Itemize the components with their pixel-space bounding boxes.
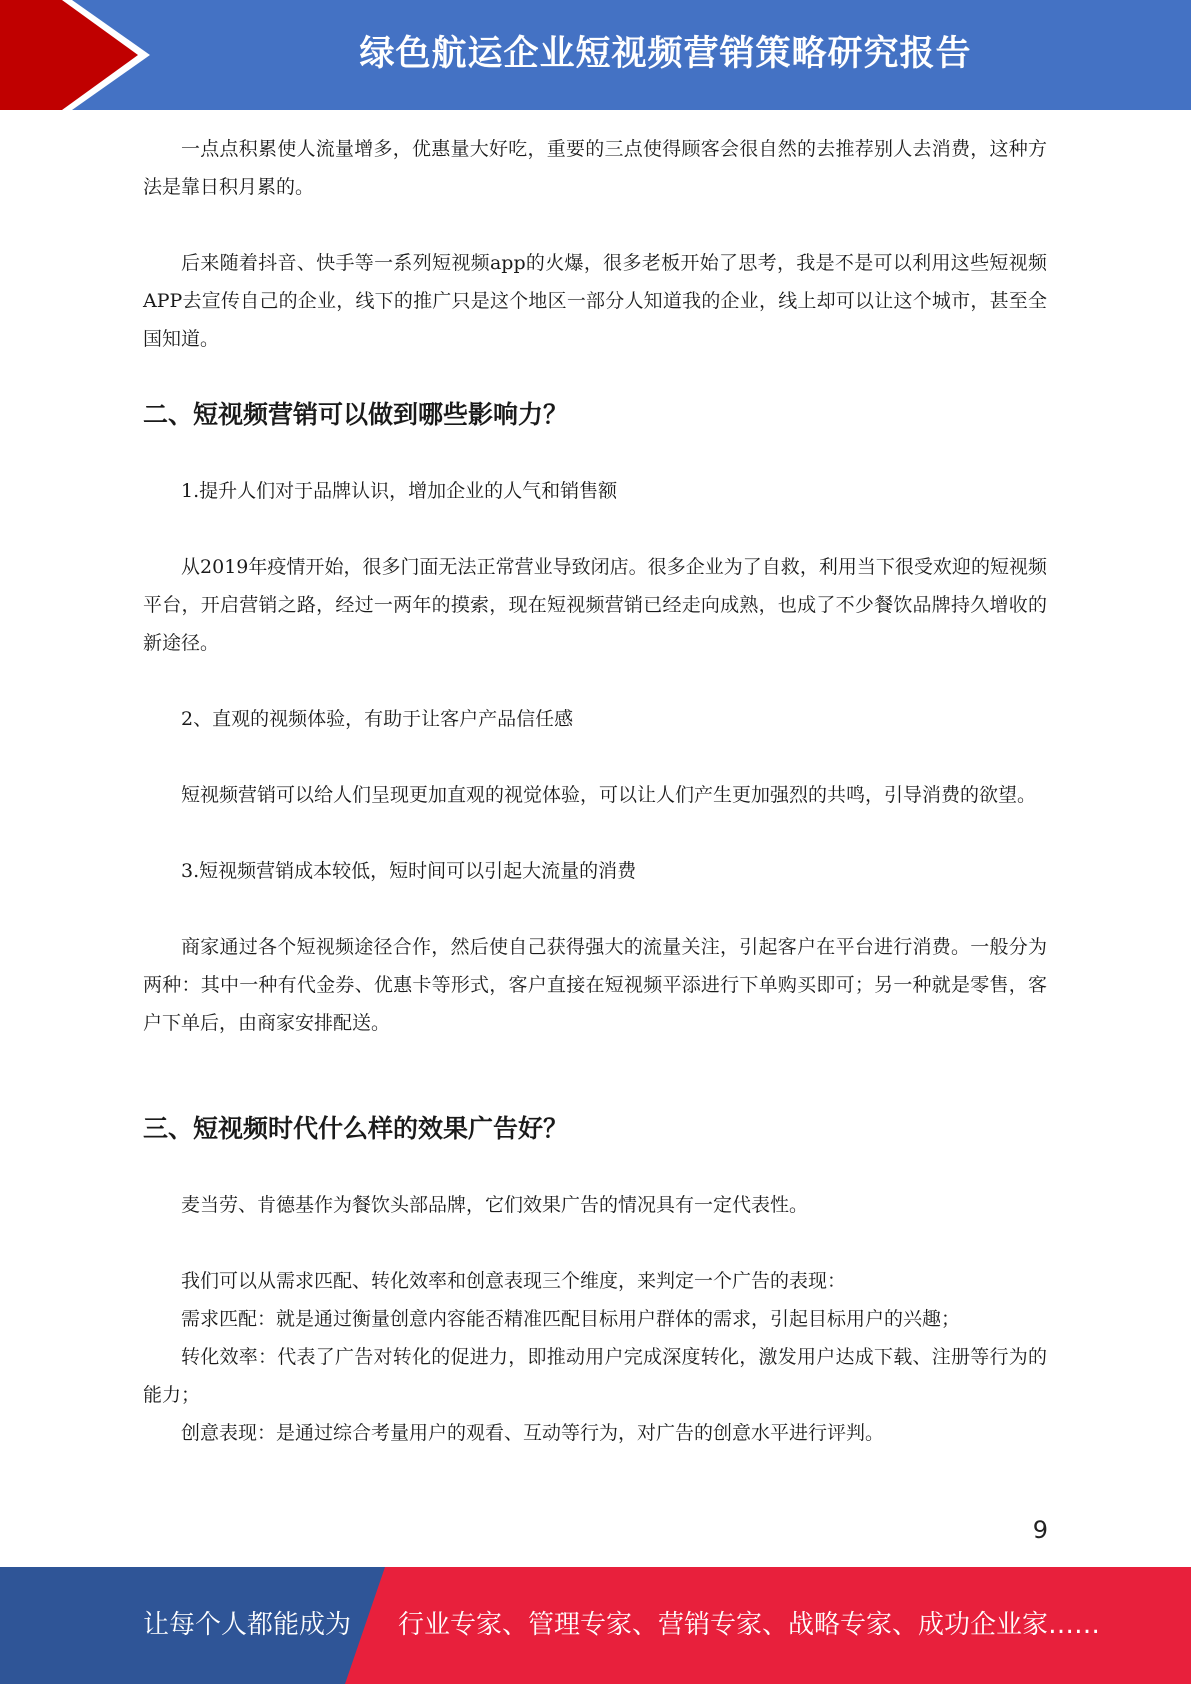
red-chevron-decoration (0, 0, 160, 110)
section-heading-influence: 二、短视频营销可以做到哪些影响力？ (143, 400, 569, 429)
paragraph-mcdonalds-kfc: 麦当劳、肯德基作为餐饮头部品牌，它们效果广告的情况具有一定代表性。 (181, 1194, 809, 1216)
paragraph-creative-performance: 创意表现：是通过综合考量用户的观看、互动等行为，对广告的创意水平进行评判。 (181, 1422, 885, 1444)
list-item-low-cost: 3.短视频营销成本较低，短时间可以引起大流量的消费 (181, 860, 637, 882)
paragraph-demand-matching: 需求匹配：就是通过衡量创意内容能否精准匹配目标用户群体的需求，引起目标用户的兴趣； (181, 1308, 961, 1330)
list-item-brand-awareness: 1.提升人们对于品牌认识，增加企业的人气和销售额 (181, 480, 618, 502)
page-content (143, 130, 1047, 1452)
paragraph-accumulation: 一点点积累使人流量增多，优惠量大好吃，重要的三点使得顾客会很自然的去推荐别人去消费，这种方法是靠日积月累的。 (143, 138, 1047, 198)
page-number: 9 (1032, 1516, 1048, 1544)
list-item-video-experience: 2、直观的视频体验，有助于让客户产品信任感 (181, 708, 574, 730)
report-title: 绿色航运企业短视频营销策略研究报告 (359, 34, 972, 74)
footer-slogan-left: 让每个人都能成为 (143, 1610, 352, 1640)
paragraph-conversion-efficiency: 转化效率：代表了广告对转化的促进力，即推动用户完成深度转化，激发用户达成下载、注册等行为的能力； (143, 1346, 1047, 1406)
footer-slogan-right: 行业专家、管理专家、营销专家、战略专家、成功企业家…… (398, 1610, 1101, 1640)
paragraph-short-video-apps: 后来随着抖音、快手等一系列短视频app的火爆，很多老板开始了思考，我是不是可以利用这些短视频APP去宣传自己的企业，线下的推广只是这个地区一部分人知道我的企业，线上却可以让这个城市，甚至全国知道。 (143, 252, 1047, 350)
section-heading-effect-ads: 三、短视频时代什么样的效果广告好？ (143, 1114, 569, 1143)
page-header (0, 0, 1191, 110)
paragraph-pandemic: 从2019年疫情开始，很多门面无法正常营业导致闭店。很多企业为了自救，利用当下很受欢迎的短视频平台，开启营销之路，经过一两年的摸索，现在短视频营销已经走向成熟，也成了不少餐饮品牌持久增收的新途径。 (143, 556, 1047, 654)
paragraph-three-dimensions: 我们可以从需求匹配、转化效率和创意表现三个维度，来判定一个广告的表现： (181, 1270, 847, 1292)
paragraph-merchant-cooperation: 商家通过各个短视频途径合作，然后使自己获得强大的流量关注，引起客户在平台进行消费。一般分为两种：其中一种有代金券、优惠卡等形式，客户直接在短视频平添进行下单购买即可；另一种就是零售，客户下单后，由商家安排配送。 (143, 936, 1047, 1034)
paragraph-visual-experience: 短视频营销可以给人们呈现更加直观的视觉体验，可以让人们产生更加强烈的共鸣，引导消费的欲望。 (181, 784, 1037, 806)
page-footer (0, 1567, 1191, 1684)
